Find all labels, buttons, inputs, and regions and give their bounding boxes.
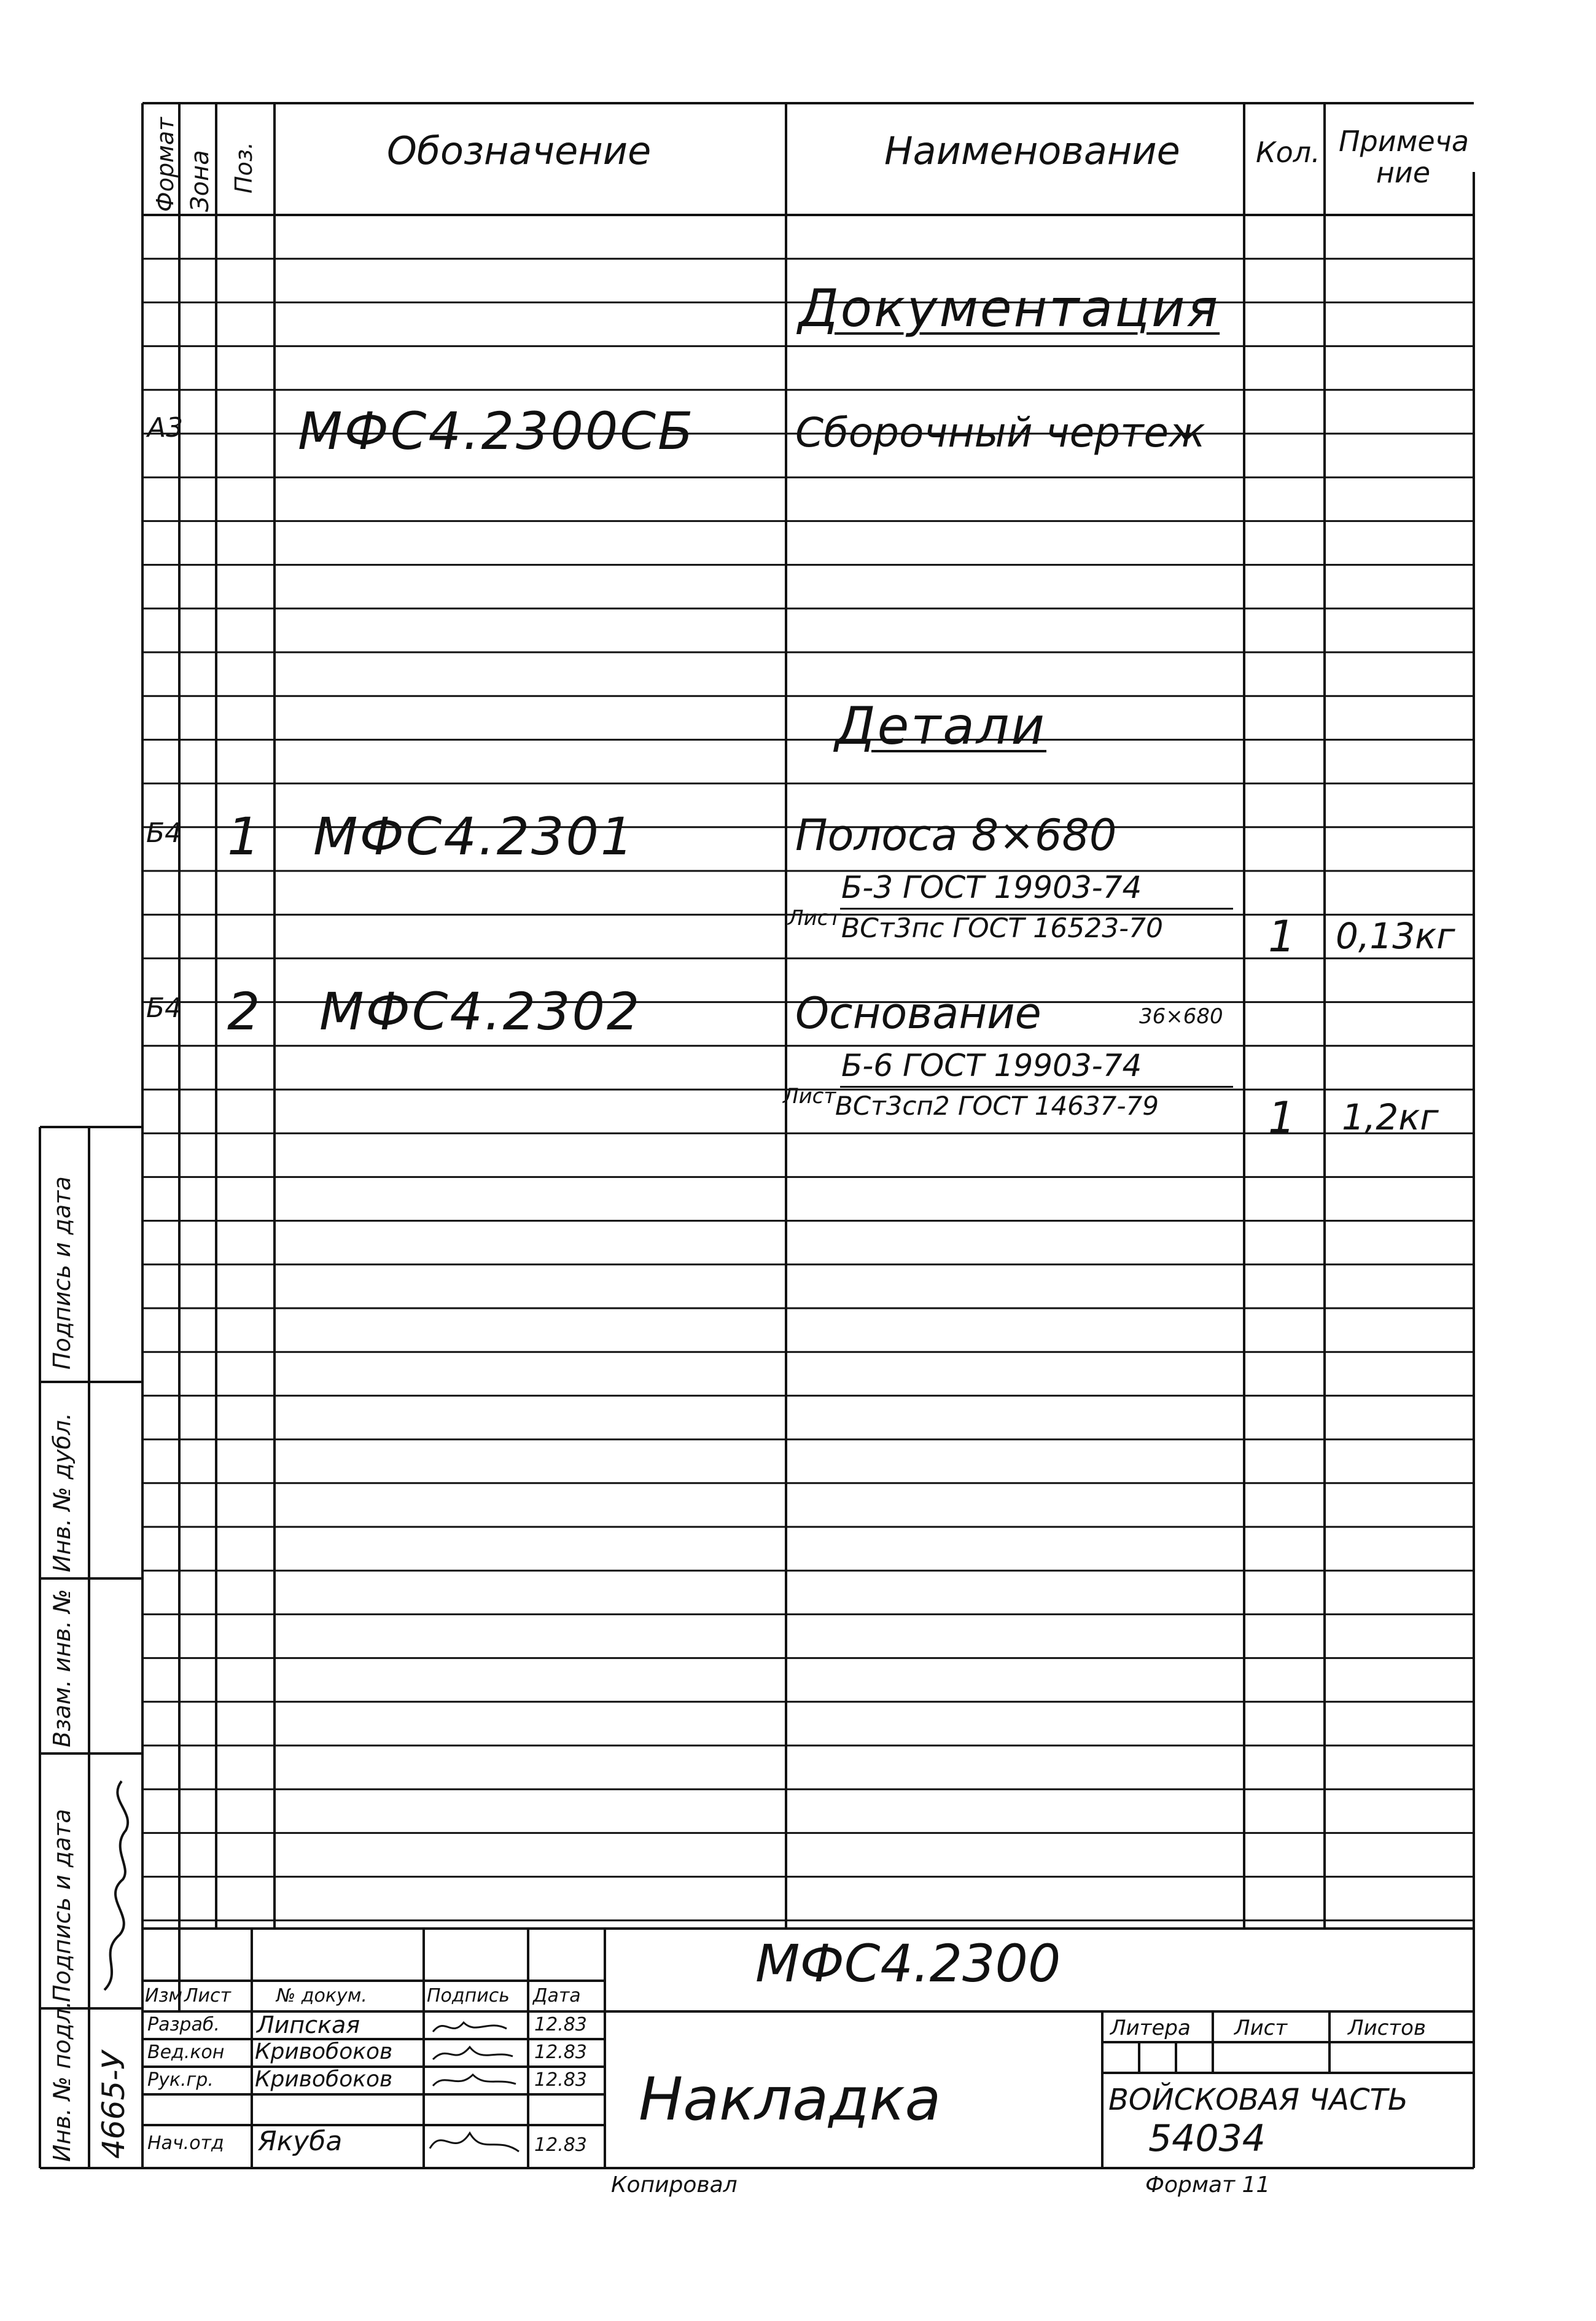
stamp-signature	[92, 1769, 138, 1996]
item2-material-prefix: Лист	[783, 1084, 836, 1109]
tb-name-1: Кривобоков	[255, 2039, 393, 2064]
item2-material-top: Б-6 ГОСТ 19903-74	[841, 1048, 1142, 1083]
tb-role-0: Разраб.	[147, 2014, 220, 2035]
tb-org-number: 54034	[1148, 2117, 1266, 2160]
item1-qty: 1	[1268, 911, 1296, 962]
stamp-inv-dubl: Инв. № дубл.	[49, 1413, 76, 1572]
item1-note: 0,13кг	[1336, 915, 1455, 957]
item1-material-prefix: Лист	[788, 906, 841, 930]
tb-name-2: Кривобоков	[255, 2067, 393, 2092]
footer-copied: Копировал	[611, 2172, 738, 2198]
stamp-inv-podl-value: 4665-У	[96, 2051, 131, 2159]
tb-role-2: Рук.гр.	[147, 2069, 214, 2091]
item1-material-top: Б-3 ГОСТ 19903-74	[841, 870, 1142, 905]
tb-date-0: 12.83	[534, 2014, 587, 2035]
header-qty: Кол.	[1256, 136, 1320, 169]
tb-date-2: 12.83	[534, 2069, 587, 2091]
tb-listov: Листов	[1348, 2016, 1427, 2040]
title-doc-name: Накладка	[639, 2065, 941, 2134]
item2-material-bottom: ВСт3сп2 ГОСТ 14637-79	[835, 1091, 1159, 1121]
item2-name-size: 36×680	[1139, 1004, 1223, 1029]
item1-designation: МФС4.2301	[313, 806, 636, 867]
item2-designation: МФС4.2302	[319, 981, 642, 1042]
stamp-inv-podl: Инв. № подл.	[49, 2000, 76, 2162]
tb-col-list: Лист	[184, 1985, 232, 2007]
item2-qty: 1	[1268, 1093, 1296, 1143]
header-zone: Зона	[186, 150, 214, 212]
tb-signatures	[427, 2013, 525, 2167]
header-designation: Обозначение	[387, 128, 652, 173]
tb-name-0: Липская	[257, 2011, 360, 2038]
header-note: Примеча ние	[1339, 125, 1469, 189]
item1-pos: 1	[227, 806, 262, 867]
tb-role-3: Нач.отд	[147, 2132, 224, 2154]
tb-col-izm: Изм	[145, 1985, 183, 2007]
footer-format: Формат 11	[1145, 2172, 1271, 2198]
section-documentation: Документация	[798, 278, 1220, 338]
tb-col-sign: Подпись	[427, 1985, 510, 2007]
section-details: Детали	[835, 696, 1046, 756]
item2-note: 1,2кг	[1342, 1096, 1439, 1138]
tb-col-date: Дата	[533, 1985, 581, 2007]
item1-material-divider	[840, 908, 1233, 910]
item1-name: Полоса 8×680	[795, 810, 1117, 860]
title-doc-number: МФС4.2300	[755, 1933, 1061, 1994]
doc-designation: МФС4.2300СБ	[298, 401, 695, 461]
tb-date-1: 12.83	[534, 2042, 587, 2063]
item2-pos: 2	[227, 981, 262, 1042]
header-position: Поз.	[230, 141, 257, 193]
tb-col-doc: № докум.	[276, 1985, 367, 2007]
tb-list: Лист	[1234, 2016, 1288, 2040]
header-name: Наименование	[884, 128, 1180, 173]
tb-litera: Литера	[1110, 2016, 1191, 2040]
stamp-sign-date-1: Подпись и дата	[49, 1176, 76, 1370]
item1-material-bottom: ВСт3пс ГОСТ 16523-70	[841, 913, 1164, 944]
item1-format: Б4	[146, 817, 182, 849]
header-format: Формат	[152, 117, 179, 212]
item2-material-divider	[840, 1086, 1233, 1088]
tb-org: ВОЙСКОВАЯ ЧАСТЬ	[1108, 2083, 1408, 2117]
tb-date-3: 12.83	[534, 2134, 587, 2156]
item2-format: Б4	[146, 993, 182, 1024]
doc-format: А3	[147, 412, 184, 443]
tb-role-1: Вед.кон	[147, 2042, 225, 2063]
stamp-vzam-inv: Взам. инв. №	[49, 1588, 76, 1747]
stamp-sign-date-2: Подпись и дата	[49, 1809, 76, 2002]
item2-name: Основание	[795, 988, 1041, 1039]
tb-name-3: Якуба	[258, 2126, 343, 2157]
doc-name: Сборочный чертеж	[795, 409, 1205, 456]
